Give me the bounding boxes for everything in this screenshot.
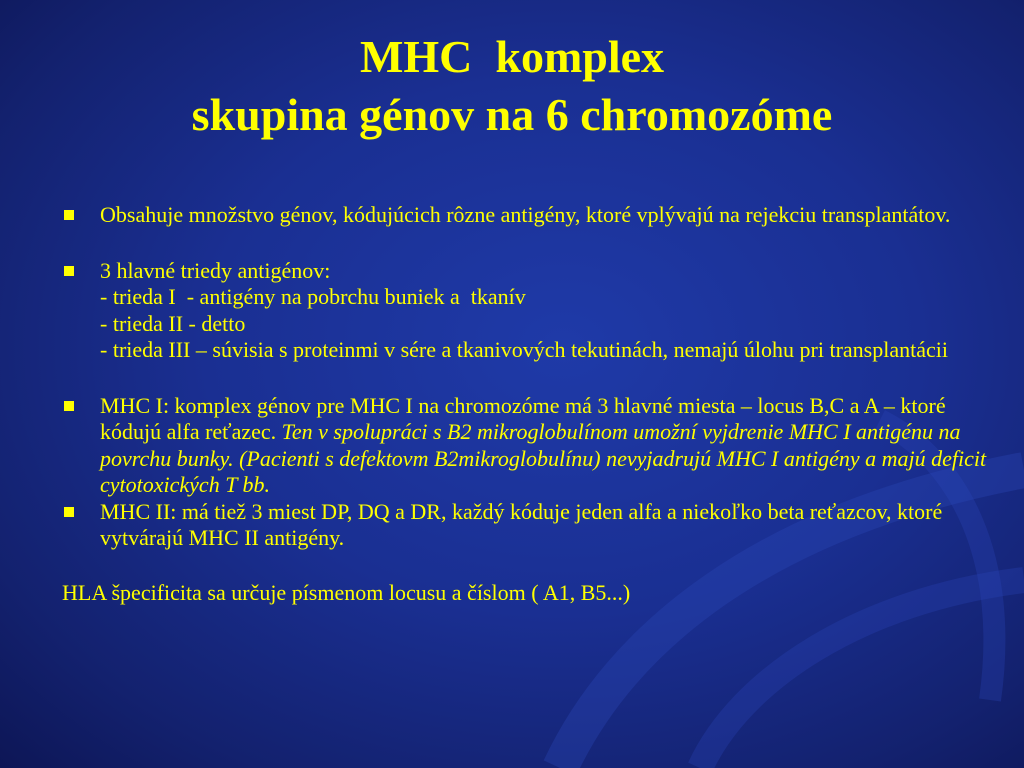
square-bullet-icon: [64, 507, 74, 517]
bullet-italic-text: Ten v spolupráci s B2 mikroglobulínom umožní vyjdrenie MHC I antigénu na povrchu bunky. (Pacienti s defektovm B2mikroglobulínu) nevyjadrujú MHC I antigény a majú deficit cytotoxických T bb.: [100, 419, 987, 497]
bullet-subline: - trieda II - detto: [100, 310, 246, 336]
square-bullet-icon: [64, 210, 74, 220]
square-bullet-icon: [64, 401, 74, 411]
bullet-item-4: [62, 499, 1010, 552]
slide-content: [62, 202, 1010, 606]
bullet-item-3: [62, 393, 1010, 499]
bullet-item-1: [62, 202, 1010, 229]
bullet-subline: - trieda III – súvisia s proteinmi v sére a tkanivových tekutinách, nemajú úlohu pri transplantácii: [100, 337, 948, 362]
bullet-subline: - trieda I - antigény na pobrchu buniek a tkanív: [100, 284, 526, 309]
title-line-1: MHC komplex: [359, 31, 665, 82]
bullet-heading: 3 hlavné triedy antigénov:: [100, 257, 331, 283]
bullet-text: Obsahuje množstvo génov, kódujúcich rôzne antigény, ktoré vplývajú na rejekciu transplantátov.: [100, 202, 951, 227]
bullet-item-2: [62, 258, 1010, 364]
bullet-text: MHC II: má tiež 3 miest DP, DQ a DR, každý kóduje jeden alfa a niekoľko beta reťazcov, ktoré vytvárajú MHC II antigény.: [100, 498, 943, 550]
square-bullet-icon: [64, 266, 74, 276]
bullet-text: MHC I: komplex génov pre MHC I na chromozóme má 3 hlavné miesta – locus B,C a A – ktoré kódujú alfa reťazec.: [100, 392, 946, 444]
slide-title: [0, 28, 1024, 144]
title-line-2: skupina génov na 6 chromozóme: [191, 89, 833, 140]
footer-note: HLA špecificita sa určuje písmenom locusu a číslom ( A1, B5...): [62, 579, 631, 605]
